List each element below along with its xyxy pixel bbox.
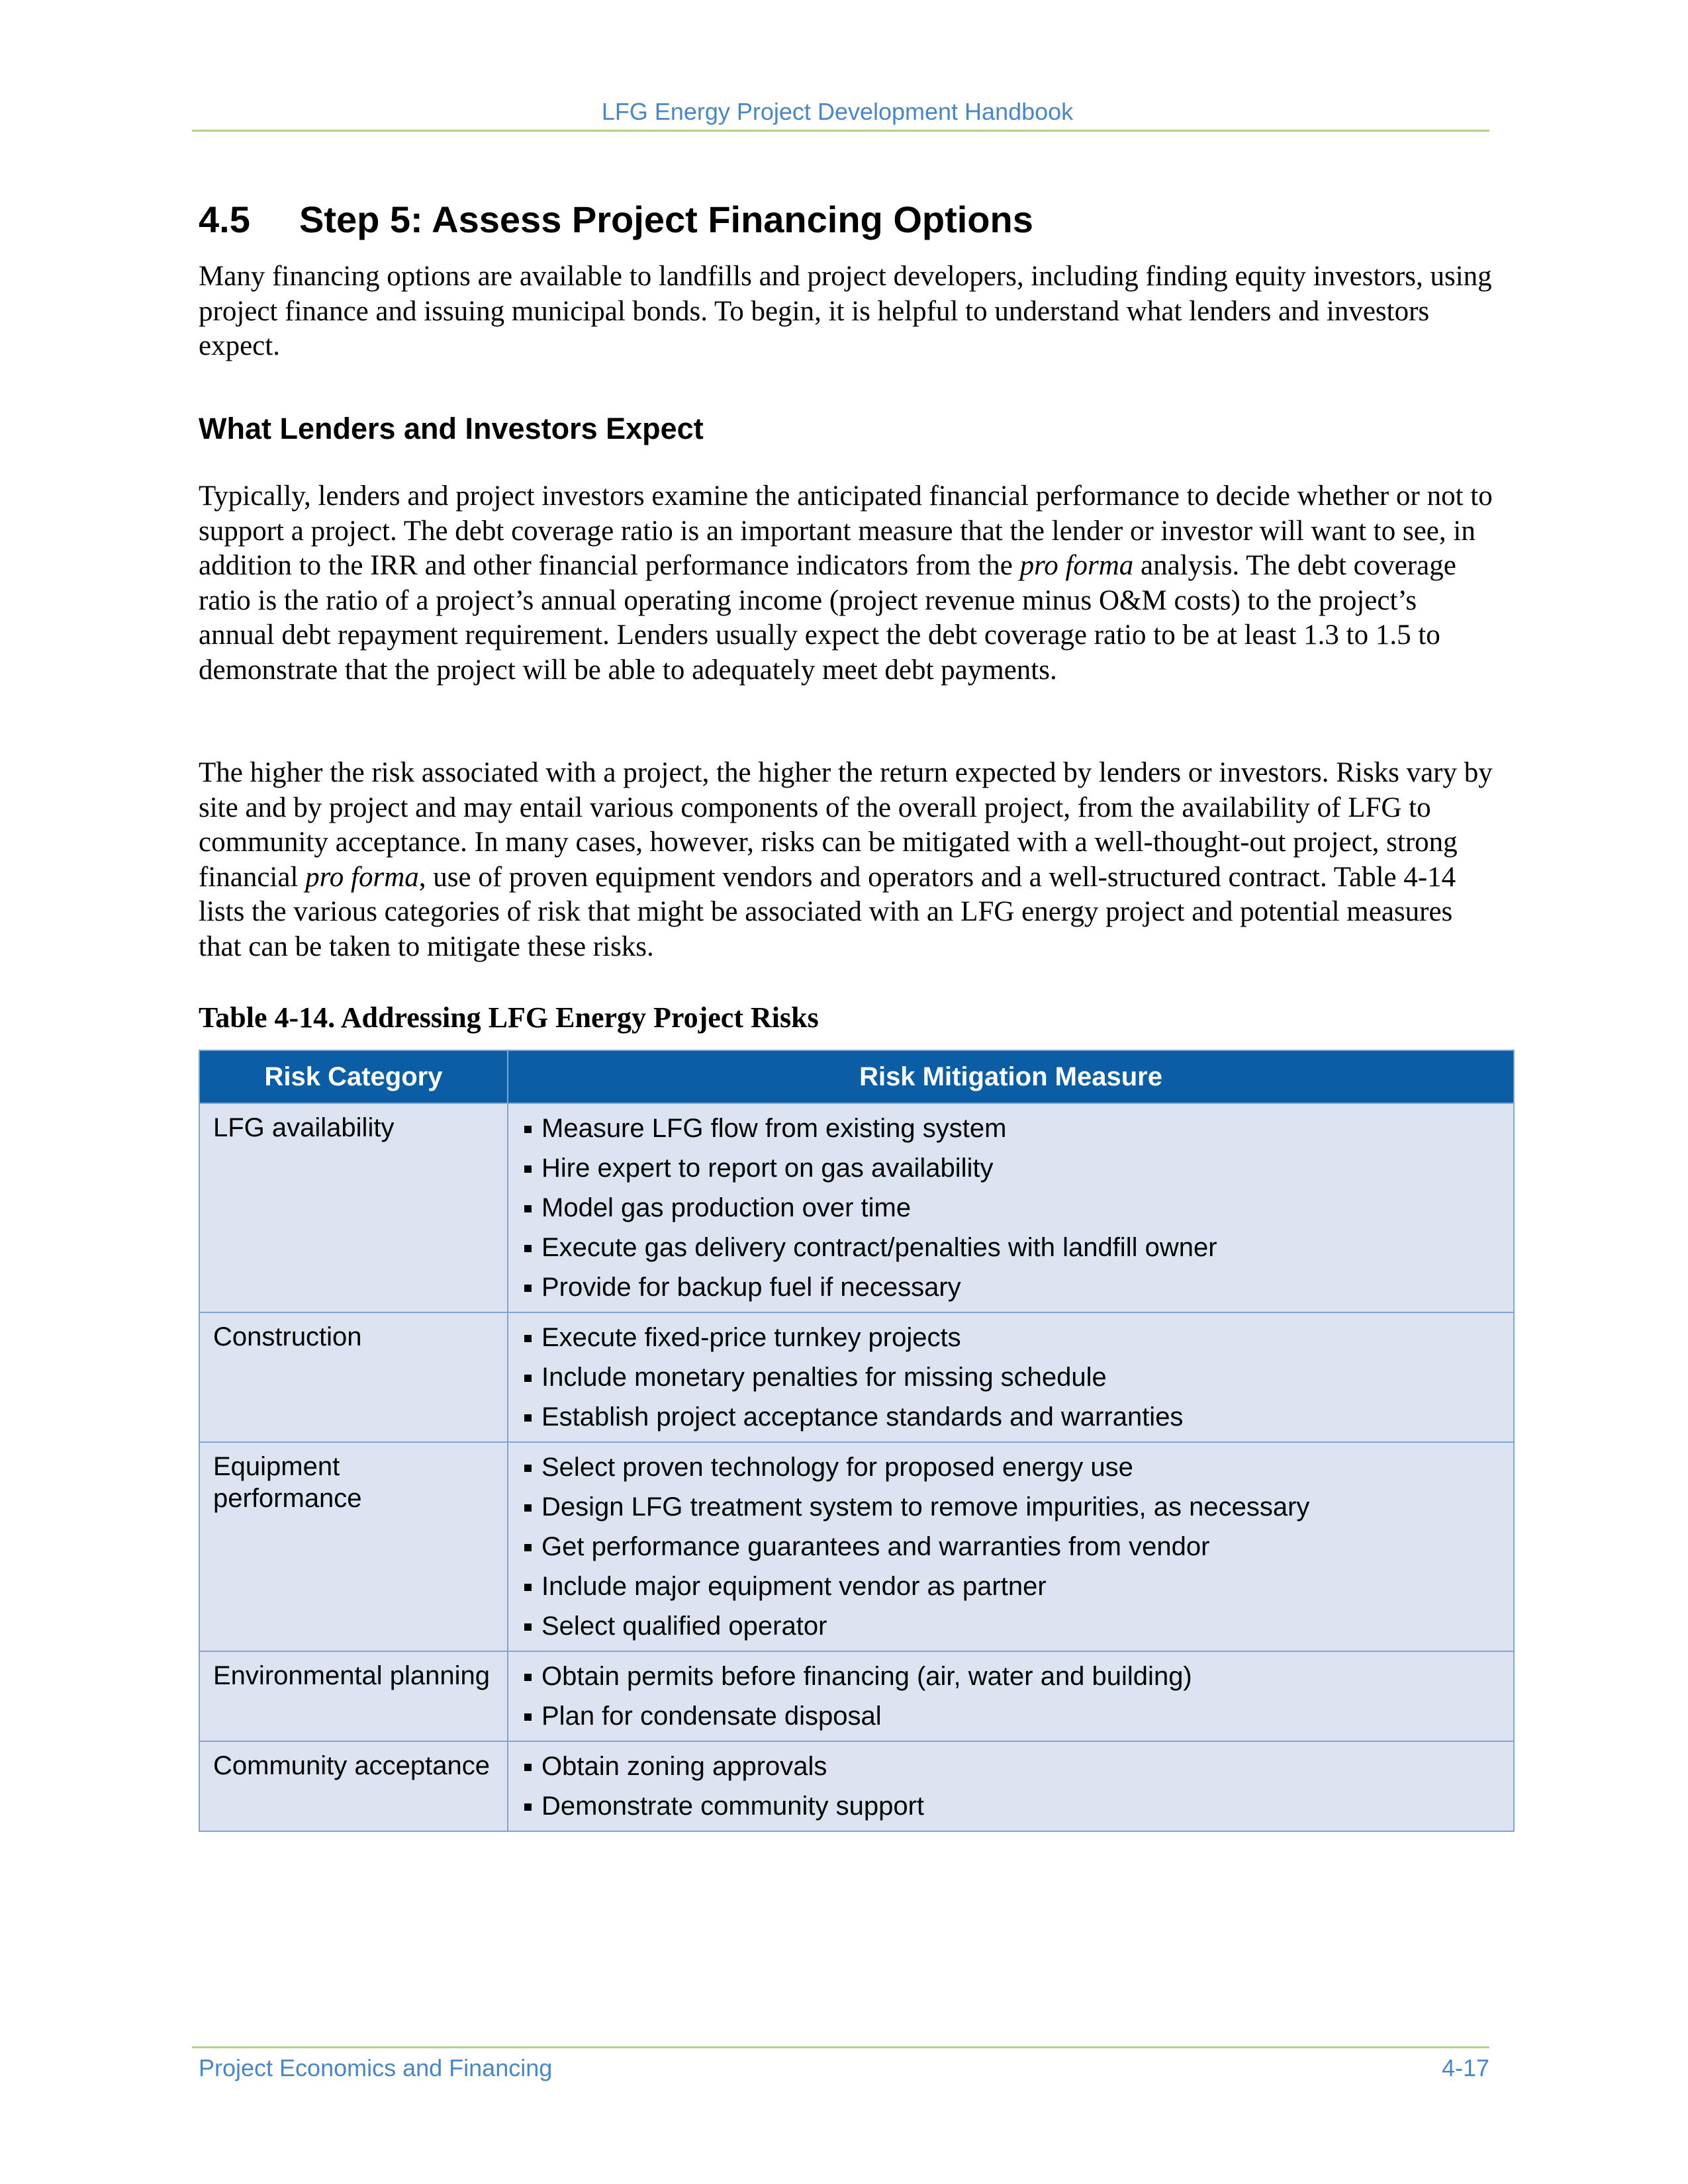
risk-category-cell: Community acceptance bbox=[199, 1741, 508, 1831]
debt-coverage-paragraph bbox=[199, 479, 1496, 688]
mitigation-cell bbox=[508, 1442, 1514, 1651]
mitigation-cell bbox=[508, 1651, 1514, 1741]
risk-paragraph bbox=[199, 756, 1496, 964]
footer-rule bbox=[192, 2046, 1489, 2048]
risk-category-cell: Equipment performance bbox=[199, 1442, 508, 1651]
mitigation-item: Provide for backup fuel if necessary bbox=[522, 1267, 1500, 1307]
mitigation-item: Execute gas delivery contract/penalties with landfill owner bbox=[522, 1228, 1500, 1267]
page-number: 4-17 bbox=[1441, 2054, 1489, 2081]
risk-text-2: , use of proven equipment vendors and operators and a well-structured contract. Table 4-14 lists the various categories of risk that might be associated with an LFG energy project and potential measures that can be taken to mitigate these risks. bbox=[199, 861, 1456, 962]
mitigation-item: Model gas production over time bbox=[522, 1188, 1500, 1228]
mitigation-item: Plan for condensate disposal bbox=[522, 1696, 1500, 1736]
risk-category-cell: LFG availability bbox=[199, 1103, 508, 1312]
mitigation-item: Measure LFG flow from existing system bbox=[522, 1109, 1500, 1148]
table-row bbox=[199, 1103, 1514, 1312]
risk-text-1: The higher the risk associated with a project, the higher the return expected by lenders or investors. Risks vary by site and by project and may entail various components of the overall project, from the availability of LFG to community acceptance. In many cases, however, risks can be mitigated with a well-thought-out project, strong financial bbox=[199, 757, 1493, 893]
table-header-row bbox=[199, 1050, 1514, 1103]
header-rule bbox=[192, 130, 1489, 132]
mitigation-item: Design LFG treatment system to remove impurities, as necessary bbox=[522, 1487, 1500, 1527]
section-title bbox=[199, 196, 1033, 244]
mitigation-cell bbox=[508, 1312, 1514, 1442]
mitigation-item: Include monetary penalties for missing schedule bbox=[522, 1357, 1500, 1397]
dscr-italic: pro forma bbox=[1019, 550, 1134, 581]
section-number: 4.5 bbox=[199, 199, 250, 240]
mitigation-item: Include major equipment vendor as partner bbox=[522, 1567, 1500, 1606]
intro-paragraph: Many financing options are available to landfills and project developers, including finding equity investors, using project finance and issuing municipal bonds. To begin, it is helpful to understand what lenders and investors expect. bbox=[199, 261, 1492, 361]
footer-chapter-title: Project Economics and Financing bbox=[199, 2054, 553, 2081]
table-caption: Table 4-14. Addressing LFG Energy Project Risks bbox=[199, 1001, 819, 1034]
mitigation-item: Obtain zoning approvals bbox=[522, 1747, 1500, 1786]
mitigation-cell bbox=[508, 1741, 1514, 1831]
dscr-text-2: analysis. The debt coverage ratio is the ratio of a project’s annual operating income (project revenue minus O&M costs) to the project’s annual debt repayment requirement. Lenders usually expect the debt coverage ratio to be at least 1.3 to 1.5 to demonstrate that the project will be able to adequately meet debt payments. bbox=[199, 550, 1456, 686]
header-risk-category: Risk Category bbox=[199, 1050, 508, 1103]
table-row bbox=[199, 1651, 1514, 1741]
mitigation-item: Establish project acceptance standards and warranties bbox=[522, 1397, 1500, 1437]
table-row bbox=[199, 1741, 1514, 1831]
table-row bbox=[199, 1442, 1514, 1651]
risk-italic: pro forma bbox=[305, 861, 419, 893]
mitigation-item: Hire expert to report on gas availability bbox=[522, 1148, 1500, 1188]
risk-category-cell: Construction bbox=[199, 1312, 508, 1442]
mitigation-item: Select proven technology for proposed energy use bbox=[522, 1447, 1500, 1487]
running-header: LFG Energy Project Development Handbook bbox=[601, 98, 1074, 125]
subheading: What Lenders and Investors Expect bbox=[199, 412, 704, 445]
mitigation-item: Get performance guarantees and warranties from vendor bbox=[522, 1527, 1500, 1567]
header-risk-mitigation: Risk Mitigation Measure bbox=[508, 1050, 1514, 1103]
section-heading-text: Step 5: Assess Project Financing Options bbox=[299, 199, 1033, 240]
mitigation-item: Demonstrate community support bbox=[522, 1786, 1500, 1826]
mitigation-item: Select qualified operator bbox=[522, 1606, 1500, 1646]
risk-table bbox=[199, 1050, 1515, 1832]
risk-category-cell: Environmental planning bbox=[199, 1651, 508, 1741]
mitigation-cell bbox=[508, 1103, 1514, 1312]
mitigation-item: Obtain permits before financing (air, water and building) bbox=[522, 1657, 1500, 1696]
dscr-text-1: Typically, lenders and project investors examine the anticipated financial performance to decide whether or not to support a project. The debt coverage ratio is an important measure that the lender or investor will want to see, in addition to the IRR and other financial performance indicators from the bbox=[199, 480, 1493, 581]
table-row bbox=[199, 1312, 1514, 1442]
mitigation-item: Execute fixed-price turnkey projects bbox=[522, 1318, 1500, 1357]
